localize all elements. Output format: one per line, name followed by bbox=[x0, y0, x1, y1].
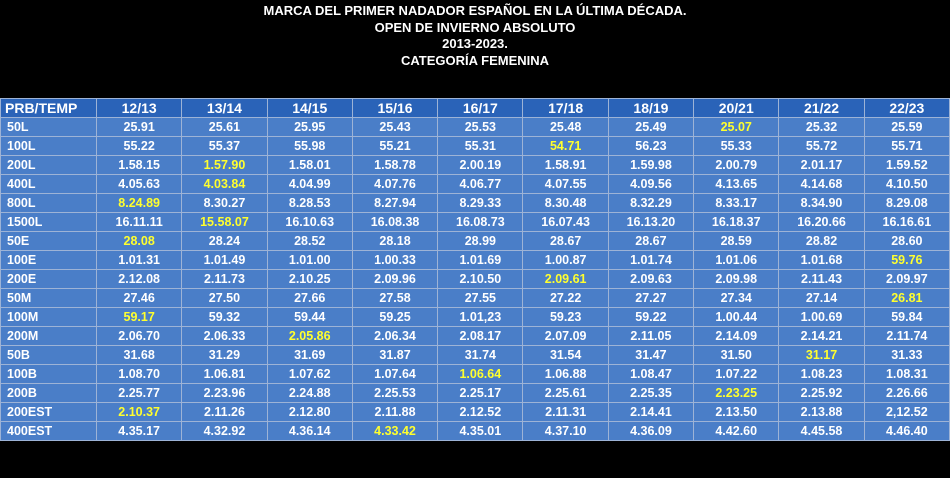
time-cell: 1.08.31 bbox=[864, 365, 949, 384]
time-cell: 27.50 bbox=[182, 289, 267, 308]
best-time-cell: 15.58.07 bbox=[182, 213, 267, 232]
results-table bbox=[0, 98, 950, 441]
title-line-3: 2013-2023. bbox=[442, 36, 508, 51]
time-cell: 25.53 bbox=[438, 118, 523, 137]
time-cell: 4.14.68 bbox=[779, 175, 864, 194]
time-cell: 4.06.77 bbox=[438, 175, 523, 194]
time-cell: 16.18.37 bbox=[694, 213, 779, 232]
table-row bbox=[1, 289, 950, 308]
time-cell: 2.26.66 bbox=[864, 384, 949, 403]
event-cell: 200EST bbox=[1, 403, 97, 422]
time-cell: 2.11.26 bbox=[182, 403, 267, 422]
time-cell: 8.34.90 bbox=[779, 194, 864, 213]
time-cell: 16.11.11 bbox=[97, 213, 182, 232]
time-cell: 31.74 bbox=[438, 346, 523, 365]
time-cell: 2.11.43 bbox=[779, 270, 864, 289]
column-header-season: 13/14 bbox=[182, 99, 267, 118]
time-cell: 28.67 bbox=[608, 232, 693, 251]
best-time-cell: 1.06.64 bbox=[438, 365, 523, 384]
time-cell: 2.11.05 bbox=[608, 327, 693, 346]
best-time-cell: 25.07 bbox=[694, 118, 779, 137]
time-cell: 4.45.58 bbox=[779, 422, 864, 441]
best-time-cell: 2.10.37 bbox=[97, 403, 182, 422]
table-body bbox=[1, 118, 950, 441]
time-cell: 4.07.76 bbox=[352, 175, 437, 194]
table-row bbox=[1, 327, 950, 346]
time-cell: 2.09.96 bbox=[352, 270, 437, 289]
time-cell: 59.22 bbox=[608, 308, 693, 327]
time-cell: 8.29.33 bbox=[438, 194, 523, 213]
time-cell: 1.58.01 bbox=[267, 156, 352, 175]
time-cell: 59.25 bbox=[352, 308, 437, 327]
time-cell: 4.37.10 bbox=[523, 422, 608, 441]
time-cell: 4.05.63 bbox=[97, 175, 182, 194]
time-cell: 2.12.80 bbox=[267, 403, 352, 422]
time-cell: 27.22 bbox=[523, 289, 608, 308]
time-cell: 25.95 bbox=[267, 118, 352, 137]
time-cell: 2.23.96 bbox=[182, 384, 267, 403]
event-cell: 400L bbox=[1, 175, 97, 194]
time-cell: 1.00.33 bbox=[352, 251, 437, 270]
time-cell: 1.01.69 bbox=[438, 251, 523, 270]
time-cell: 31.87 bbox=[352, 346, 437, 365]
column-header-season: 21/22 bbox=[779, 99, 864, 118]
title-block bbox=[0, 0, 950, 98]
time-cell: 1.07.64 bbox=[352, 365, 437, 384]
time-cell: 1.00.69 bbox=[779, 308, 864, 327]
time-cell: 2.00.19 bbox=[438, 156, 523, 175]
time-cell: 1.01.00 bbox=[267, 251, 352, 270]
time-cell: 1.01.06 bbox=[694, 251, 779, 270]
time-cell: 4.32.92 bbox=[182, 422, 267, 441]
time-cell: 2.14.21 bbox=[779, 327, 864, 346]
best-time-cell: 2.23.25 bbox=[694, 384, 779, 403]
column-header-season: 22/23 bbox=[864, 99, 949, 118]
time-cell: 28.59 bbox=[694, 232, 779, 251]
time-cell: 1.07.62 bbox=[267, 365, 352, 384]
time-cell: 16.07.43 bbox=[523, 213, 608, 232]
table-row bbox=[1, 251, 950, 270]
time-cell: 4.10.50 bbox=[864, 175, 949, 194]
title-line-2: OPEN DE INVIERNO ABSOLUTO bbox=[374, 19, 576, 35]
time-cell: 27.66 bbox=[267, 289, 352, 308]
time-cell: 55.31 bbox=[438, 137, 523, 156]
time-cell: 8.28.53 bbox=[267, 194, 352, 213]
time-cell: 27.14 bbox=[779, 289, 864, 308]
time-cell: 31.69 bbox=[267, 346, 352, 365]
time-cell: 4.35.17 bbox=[97, 422, 182, 441]
time-cell: 2.25.53 bbox=[352, 384, 437, 403]
time-cell: 55.72 bbox=[779, 137, 864, 156]
time-cell: 1.00.44 bbox=[694, 308, 779, 327]
best-time-cell: 2.05.86 bbox=[267, 327, 352, 346]
time-cell: 4.07.55 bbox=[523, 175, 608, 194]
time-cell: 25.32 bbox=[779, 118, 864, 137]
table-row bbox=[1, 194, 950, 213]
time-cell: 8.33.17 bbox=[694, 194, 779, 213]
time-cell: 27.46 bbox=[97, 289, 182, 308]
best-time-cell: 8.24.89 bbox=[97, 194, 182, 213]
event-cell: 200M bbox=[1, 327, 97, 346]
time-cell: 1.59.98 bbox=[608, 156, 693, 175]
time-cell: 4.13.65 bbox=[694, 175, 779, 194]
time-cell: 1.06.81 bbox=[182, 365, 267, 384]
time-cell: 1.59.52 bbox=[864, 156, 949, 175]
table-row bbox=[1, 384, 950, 403]
time-cell: 55.33 bbox=[694, 137, 779, 156]
time-cell: 2.10.25 bbox=[267, 270, 352, 289]
time-cell: 55.37 bbox=[182, 137, 267, 156]
table-row bbox=[1, 422, 950, 441]
time-cell: 25.43 bbox=[352, 118, 437, 137]
time-cell: 27.34 bbox=[694, 289, 779, 308]
time-cell: 28.99 bbox=[438, 232, 523, 251]
time-cell: 31.50 bbox=[694, 346, 779, 365]
table-row bbox=[1, 213, 950, 232]
time-cell: 2.00.79 bbox=[694, 156, 779, 175]
time-cell: 2.12.52 bbox=[438, 403, 523, 422]
time-cell: 25.48 bbox=[523, 118, 608, 137]
time-cell: 2.06.70 bbox=[97, 327, 182, 346]
time-cell: 31.54 bbox=[523, 346, 608, 365]
column-header-event: PRB/TEMP bbox=[1, 99, 97, 118]
time-cell: 8.27.94 bbox=[352, 194, 437, 213]
time-cell: 59.84 bbox=[864, 308, 949, 327]
event-cell: 1500L bbox=[1, 213, 97, 232]
time-cell: 55.71 bbox=[864, 137, 949, 156]
best-time-cell: 31.17 bbox=[779, 346, 864, 365]
column-header-season: 20/21 bbox=[694, 99, 779, 118]
best-time-cell: 26.81 bbox=[864, 289, 949, 308]
time-cell: 25.59 bbox=[864, 118, 949, 137]
time-cell: 2.08.17 bbox=[438, 327, 523, 346]
event-cell: 200E bbox=[1, 270, 97, 289]
time-cell: 16.08.73 bbox=[438, 213, 523, 232]
time-cell: 16.13.20 bbox=[608, 213, 693, 232]
time-cell: 31.68 bbox=[97, 346, 182, 365]
title-line-1: MARCA DEL PRIMER NADADOR ESPAÑOL EN LA ÚLTIMA DÉCADA. bbox=[263, 3, 687, 18]
best-time-cell: 28.08 bbox=[97, 232, 182, 251]
column-header-season: 12/13 bbox=[97, 99, 182, 118]
time-cell: 1.06.88 bbox=[523, 365, 608, 384]
event-cell: 50E bbox=[1, 232, 97, 251]
time-cell: 16.20.66 bbox=[779, 213, 864, 232]
event-cell: 100E bbox=[1, 251, 97, 270]
time-cell: 1.01,23 bbox=[438, 308, 523, 327]
time-cell: 28.67 bbox=[523, 232, 608, 251]
time-cell: 31.33 bbox=[864, 346, 949, 365]
column-header-season: 14/15 bbox=[267, 99, 352, 118]
column-header-season: 17/18 bbox=[523, 99, 608, 118]
event-cell: 50M bbox=[1, 289, 97, 308]
time-cell: 28.18 bbox=[352, 232, 437, 251]
time-cell: 2.25.92 bbox=[779, 384, 864, 403]
time-cell: 8.30.48 bbox=[523, 194, 608, 213]
time-cell: 1.01.68 bbox=[779, 251, 864, 270]
time-cell: 2.25.61 bbox=[523, 384, 608, 403]
time-cell: 4.36.14 bbox=[267, 422, 352, 441]
time-cell: 2.09.98 bbox=[694, 270, 779, 289]
table-row bbox=[1, 175, 950, 194]
table-row bbox=[1, 308, 950, 327]
time-cell: 4.36.09 bbox=[608, 422, 693, 441]
time-cell: 1.01.49 bbox=[182, 251, 267, 270]
time-cell: 28.24 bbox=[182, 232, 267, 251]
time-cell: 4.35.01 bbox=[438, 422, 523, 441]
time-cell: 1.00.87 bbox=[523, 251, 608, 270]
table-row bbox=[1, 346, 950, 365]
column-header-season: 15/16 bbox=[352, 99, 437, 118]
time-cell: 16.16.61 bbox=[864, 213, 949, 232]
time-cell: 31.29 bbox=[182, 346, 267, 365]
best-time-cell: 4.33.42 bbox=[352, 422, 437, 441]
time-cell: 8.32.29 bbox=[608, 194, 693, 213]
time-cell: 59.23 bbox=[523, 308, 608, 327]
time-cell: 2.11.73 bbox=[182, 270, 267, 289]
best-time-cell: 1.57.90 bbox=[182, 156, 267, 175]
table-row bbox=[1, 118, 950, 137]
table-row bbox=[1, 365, 950, 384]
event-cell: 200L bbox=[1, 156, 97, 175]
time-cell: 2.25.77 bbox=[97, 384, 182, 403]
time-cell: 25.91 bbox=[97, 118, 182, 137]
time-cell: 2.14.41 bbox=[608, 403, 693, 422]
time-cell: 2.11.74 bbox=[864, 327, 949, 346]
time-cell: 8.30.27 bbox=[182, 194, 267, 213]
time-cell: 2.11.31 bbox=[523, 403, 608, 422]
time-cell: 2.09.97 bbox=[864, 270, 949, 289]
time-cell: 2.25.17 bbox=[438, 384, 523, 403]
time-cell: 16.10.63 bbox=[267, 213, 352, 232]
time-cell: 2.24.88 bbox=[267, 384, 352, 403]
table-header-row bbox=[1, 99, 950, 118]
time-cell: 1.58.15 bbox=[97, 156, 182, 175]
time-cell: 2.14.09 bbox=[694, 327, 779, 346]
time-cell: 2.25.35 bbox=[608, 384, 693, 403]
event-cell: 800L bbox=[1, 194, 97, 213]
table-row bbox=[1, 137, 950, 156]
time-cell: 25.61 bbox=[182, 118, 267, 137]
time-cell: 2.10.50 bbox=[438, 270, 523, 289]
time-cell: 2.13.88 bbox=[779, 403, 864, 422]
best-time-cell: 2.09.61 bbox=[523, 270, 608, 289]
event-cell: 400EST bbox=[1, 422, 97, 441]
column-header-season: 18/19 bbox=[608, 99, 693, 118]
table-row bbox=[1, 232, 950, 251]
event-cell: 100L bbox=[1, 137, 97, 156]
time-cell: 1.58.91 bbox=[523, 156, 608, 175]
time-cell: 27.58 bbox=[352, 289, 437, 308]
time-cell: 2.13.50 bbox=[694, 403, 779, 422]
time-cell: 4.46.40 bbox=[864, 422, 949, 441]
time-cell: 1.08.70 bbox=[97, 365, 182, 384]
table-row bbox=[1, 403, 950, 422]
time-cell: 27.27 bbox=[608, 289, 693, 308]
time-cell: 2.06.34 bbox=[352, 327, 437, 346]
time-cell: 2.09.63 bbox=[608, 270, 693, 289]
time-cell: 1.58.78 bbox=[352, 156, 437, 175]
time-cell: 55.22 bbox=[97, 137, 182, 156]
column-header-season: 16/17 bbox=[438, 99, 523, 118]
time-cell: 16.08.38 bbox=[352, 213, 437, 232]
best-time-cell: 59.17 bbox=[97, 308, 182, 327]
time-cell: 8.29.08 bbox=[864, 194, 949, 213]
time-cell: 1.01.31 bbox=[97, 251, 182, 270]
best-time-cell: 4.03.84 bbox=[182, 175, 267, 194]
table-row bbox=[1, 270, 950, 289]
time-cell: 31.47 bbox=[608, 346, 693, 365]
event-cell: 100M bbox=[1, 308, 97, 327]
time-cell: 28.82 bbox=[779, 232, 864, 251]
time-cell: 2.01.17 bbox=[779, 156, 864, 175]
time-cell: 59.44 bbox=[267, 308, 352, 327]
time-cell: 27.55 bbox=[438, 289, 523, 308]
time-cell: 28.52 bbox=[267, 232, 352, 251]
time-cell: 56.23 bbox=[608, 137, 693, 156]
time-cell: 1.01.74 bbox=[608, 251, 693, 270]
time-cell: 59.32 bbox=[182, 308, 267, 327]
time-cell: 1.07.22 bbox=[694, 365, 779, 384]
time-cell: 2.06.33 bbox=[182, 327, 267, 346]
time-cell: 1.08.23 bbox=[779, 365, 864, 384]
time-cell: 2.11.88 bbox=[352, 403, 437, 422]
event-cell: 200B bbox=[1, 384, 97, 403]
time-cell: 2.12.08 bbox=[97, 270, 182, 289]
time-cell: 55.21 bbox=[352, 137, 437, 156]
title-line-4: CATEGORÍA FEMENINA bbox=[400, 52, 550, 68]
time-cell: 2.07.09 bbox=[523, 327, 608, 346]
event-cell: 100B bbox=[1, 365, 97, 384]
time-cell: 4.09.56 bbox=[608, 175, 693, 194]
event-cell: 50L bbox=[1, 118, 97, 137]
event-cell: 50B bbox=[1, 346, 97, 365]
time-cell: 4.04.99 bbox=[267, 175, 352, 194]
time-cell: 1.08.47 bbox=[608, 365, 693, 384]
best-time-cell: 54.71 bbox=[523, 137, 608, 156]
time-cell: 2,12.52 bbox=[864, 403, 949, 422]
time-cell: 55.98 bbox=[267, 137, 352, 156]
best-time-cell: 59.76 bbox=[864, 251, 949, 270]
table-row bbox=[1, 156, 950, 175]
time-cell: 28.60 bbox=[864, 232, 949, 251]
time-cell: 25.49 bbox=[608, 118, 693, 137]
time-cell: 4.42.60 bbox=[694, 422, 779, 441]
